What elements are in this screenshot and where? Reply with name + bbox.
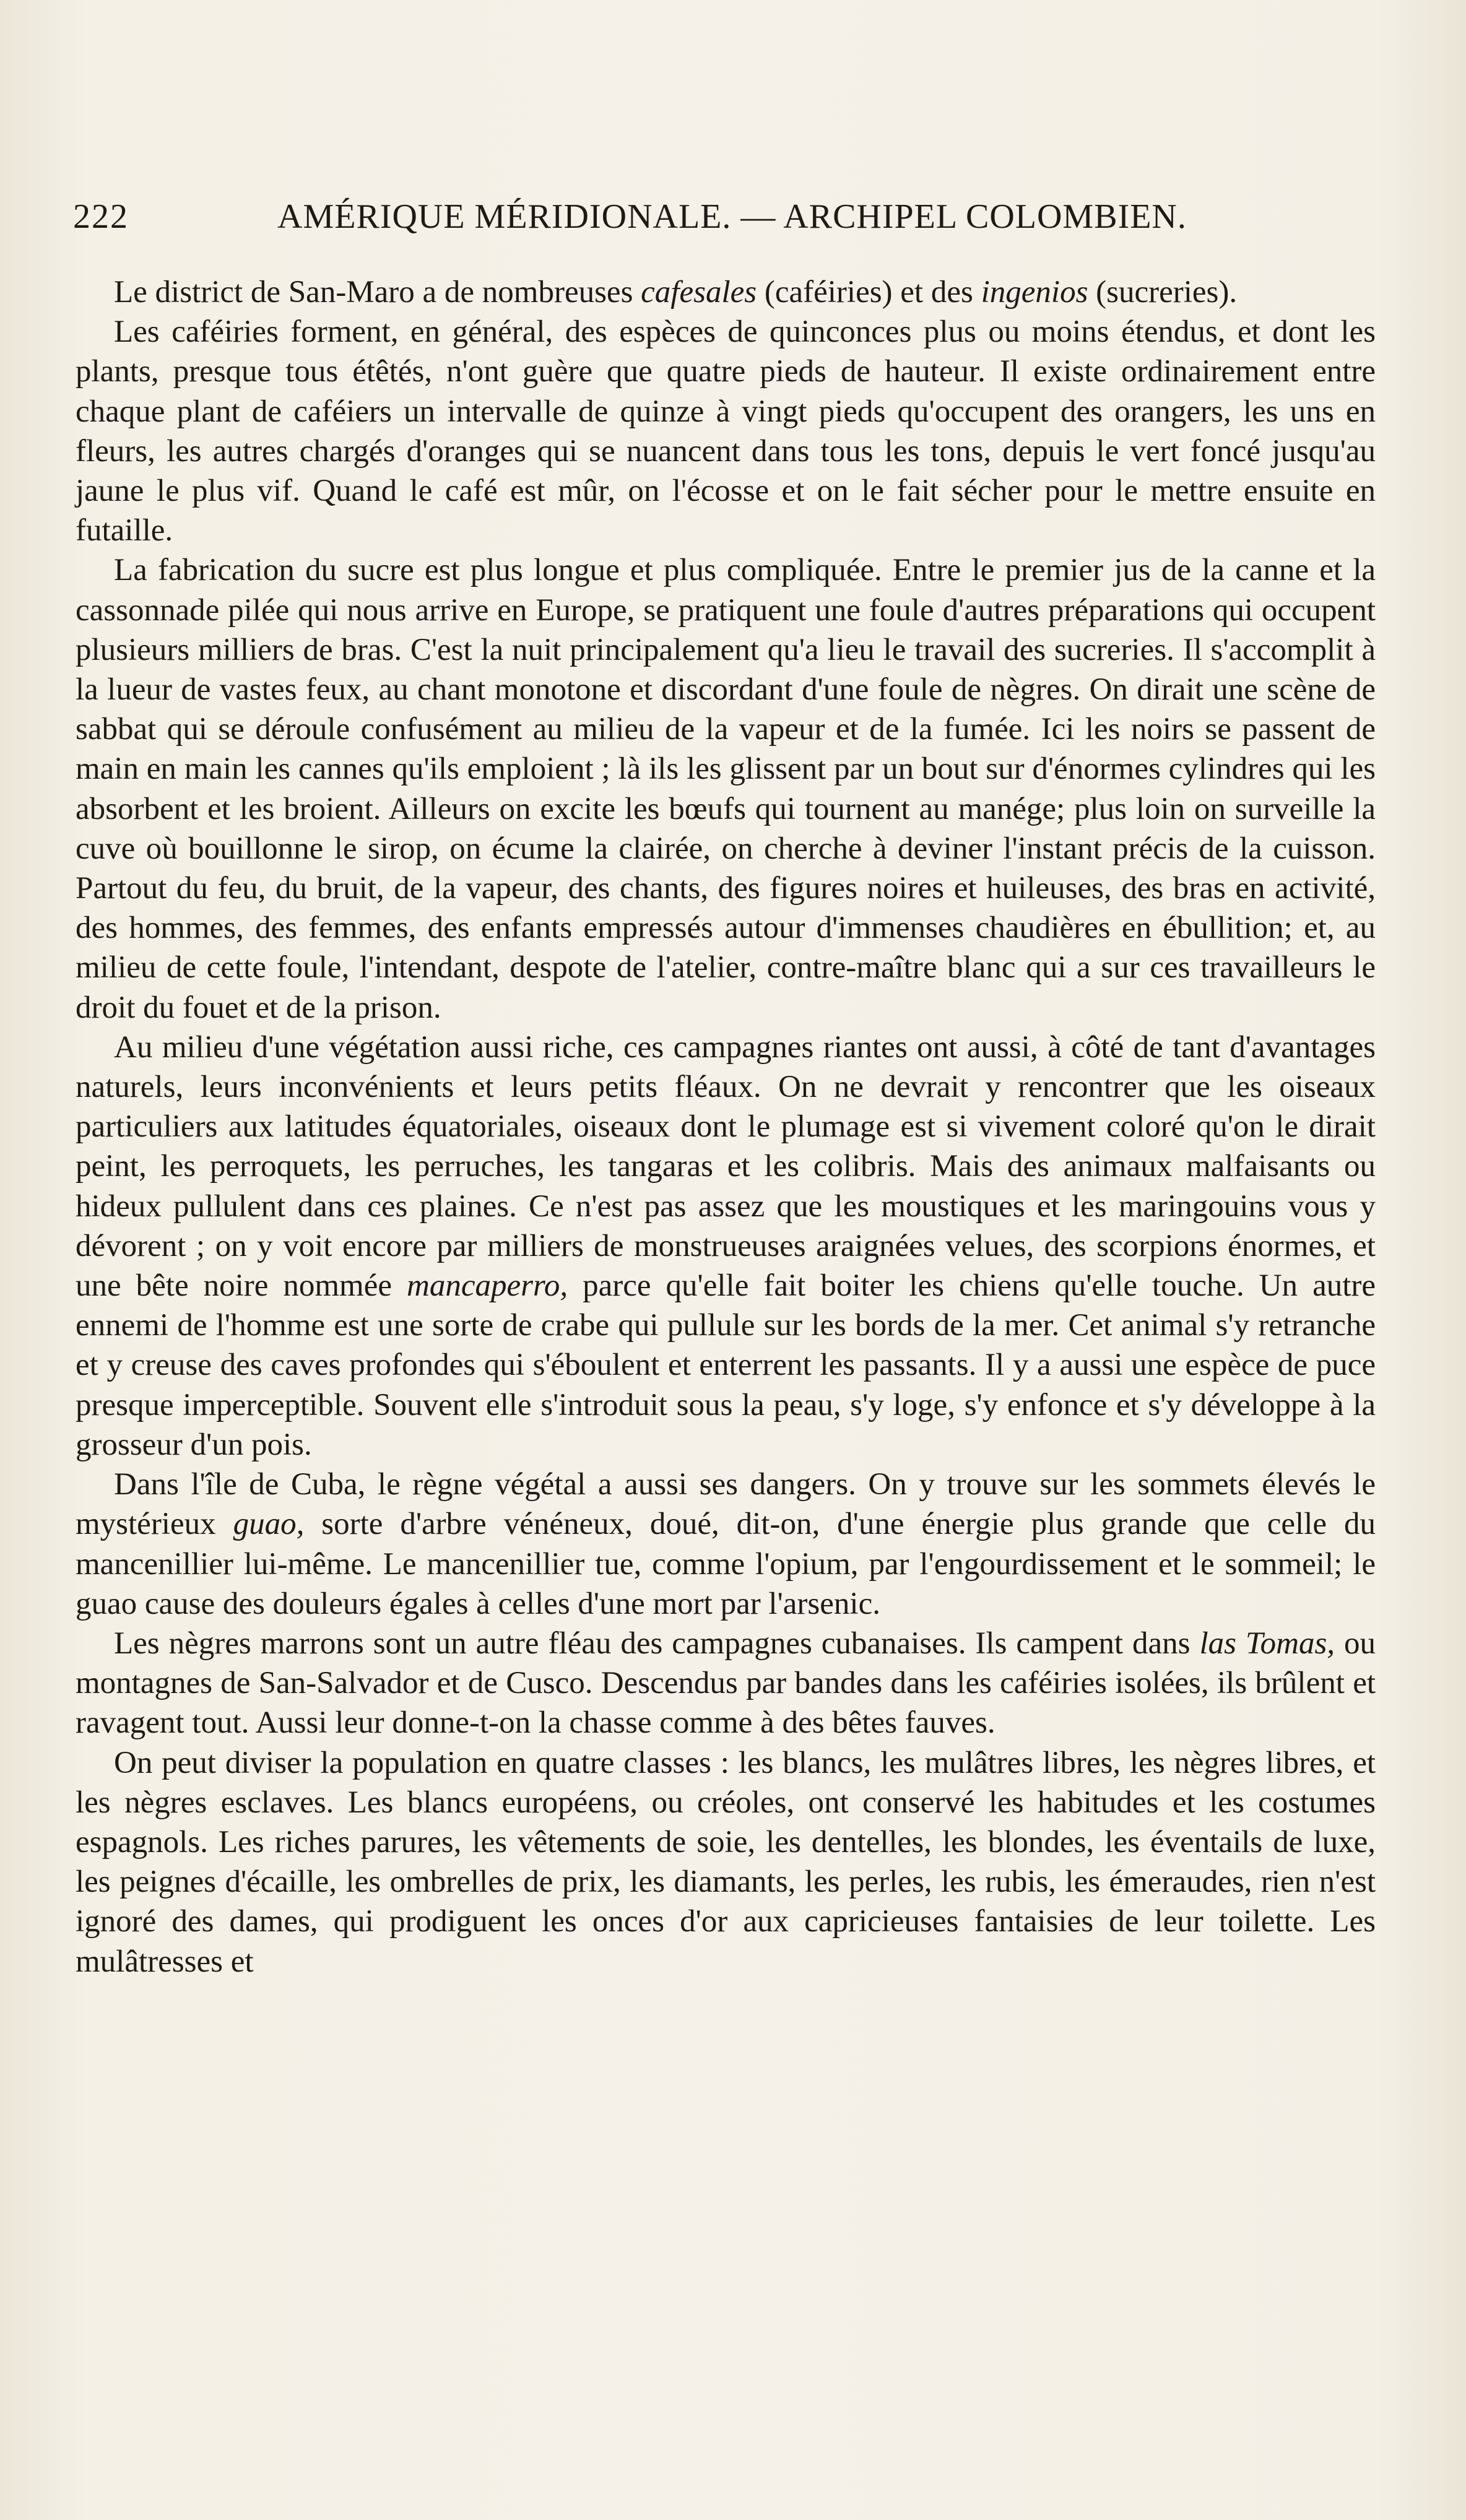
paragraph-text: Les nègres marrons sont un autre fléau des campagnes cubanaises. Ils campent dans	[114, 1626, 1200, 1661]
paragraph-text: Au milieu d'une végétation aussi riche, ces campagnes riantes ont aussi, à côté de tant d'avantages naturels, leurs inconvénients et leurs petits fléaux. On ne devrait y rencontrer que les oiseaux particuliers aux latitudes équatoriales, oiseaux dont le plumage est si vivement coloré qu'on le dirait peint, les perroquets, les perruches, les tangaras et les colibris. Mais des animaux malfaisants ou hideux pullulent dans ces plaines. Ce n'est pas assez que les moustiques et les maringouins vous y dévorent ; on y voit encore par milliers de monstrueuses araignées velues, des scorpions énormes, et une bête noire nommée	[76, 1029, 1376, 1304]
paragraph-text: (sucreries).	[1088, 275, 1238, 310]
paragraph-guao	[76, 1465, 1376, 1624]
italic-term: las Tomas,	[1199, 1626, 1335, 1661]
paragraph-sanmaro	[76, 272, 1376, 312]
paragraph-text: (caféiries) et des	[757, 275, 981, 310]
italic-term: cafesales	[641, 275, 757, 310]
italic-term: guao,	[233, 1507, 305, 1542]
paragraph-text: ou montagnes de San-Salvador et de Cusco. Descendus par bandes dans les caféiries isolées, ils brûlent et ravagent tout. Aussi leur donne-t-on la chasse comme à des bêtes fauves.	[76, 1626, 1376, 1741]
paragraph-text: Le district de San-Maro a de nombreuses	[114, 275, 641, 310]
paragraph-cafeiries: Les caféiries forment, en général, des espèces de quinconces plus ou moins étendus, et dont les plants, presque tous étêtés, n'ont guère que quatre pieds de hauteur. Il existe ordinairement entre chaque plant de caféiers un intervalle de quinze à vingt pieds qu'occupent des orangers, les uns en fleurs, les autres chargés d'oranges qui se nuancent dans tous les tons, depuis le vert foncé jusqu'au jaune le plus vif. Quand le café est mûr, on l'écosse et on le fait sécher pour le mettre ensuite en futaille.	[76, 314, 1376, 548]
italic-term: mancaperro,	[407, 1268, 568, 1304]
body-text	[76, 272, 1376, 1981]
page-header	[73, 197, 1379, 246]
italic-term: ingenios	[981, 275, 1088, 310]
paragraph-fleaux	[76, 1028, 1376, 1465]
paragraph-population: On peut diviser la population en quatre classes : les blancs, les mulâtres libres, les nègres libres, et les nègres esclaves. Les blancs européens, ou créoles, ont conservé les habitudes et les costumes espagnols. Les riches parures, les vêtements de soie, les dentelles, les blondes, les éventails de luxe, les peignes d'écaille, les ombrelles de prix, les diamants, les perles, les rubis, les émeraudes, rien n'est ignoré des dames, qui prodiguent les onces d'or aux capricieuses fantaisies de leur toilette. Les mulâtresses et	[76, 1745, 1376, 1979]
page-number: 222	[73, 197, 129, 236]
paragraph-negres-marrons	[76, 1624, 1376, 1743]
running-title: AMÉRIQUE MÉRIDIONALE. — ARCHIPEL COLOMBIEN.	[277, 197, 1187, 236]
paragraph-text: sorte d'arbre vénéneux, doué, dit-on, d'une énergie plus grande que celle du mancenillier lui-même. Le mancenillier tue, comme l'opium, par l'engourdissement et le sommeil; le guao cause des douleurs égales à celles d'une mort par l'arsenic.	[76, 1507, 1376, 1621]
paragraph-text: parce qu'elle fait boiter les chiens qu'elle touche. Un autre ennemi de l'homme est une sorte de crabe qui pullule sur les bords de la mer. Cet animal s'y retranche et y creuse des caves profondes qui s'éboulent et enterrent les passants. Il y a aussi une espèce de puce presque imperceptible. Souvent elle s'introduit sous la peau, s'y loge, s'y enfonce et s'y développe à la grosseur d'un pois.	[76, 1268, 1376, 1462]
paragraph-text: Dans l'île de Cuba, le règne végétal a aussi ses dangers. On y trouve sur les sommets élevés le mystérieux	[76, 1467, 1376, 1542]
paragraph-sucre: La fabrication du sucre est plus longue et plus compliquée. Entre le premier jus de la canne et la cassonnade pilée qui nous arrive en Europe, se pratiquent une foule d'autres préparations qui occupent plusieurs milliers de bras. C'est la nuit principalement qu'a lieu le travail des sucreries. Il s'accomplit à la lueur de vastes feux, au chant monotone et discordant d'une foule de nègres. On dirait une scène de sabbat qui se déroule confusément au milieu de la vapeur et de la fumée. Ici les noirs se passent de main en main les cannes qu'ils emploient ; là ils les glissent par un bout sur d'énormes cylindres qui les absorbent et les broient. Ailleurs on excite les bœufs qui tournent au manége; plus loin on surveille la cuve où bouillonne le sirop, on écume la clairée, on cherche à deviner l'instant précis de la cuisson. Partout du feu, du bruit, de la vapeur, des chants, des figures noires et huileuses, des bras en activité, des hommes, des femmes, des enfants empressés autour d'immenses chaudières en ébullition; et, au milieu de cette foule, l'intendant, despote de l'atelier, contre-maître blanc qui a sur ces travailleurs le droit du fouet et de la prison.	[76, 553, 1376, 1025]
